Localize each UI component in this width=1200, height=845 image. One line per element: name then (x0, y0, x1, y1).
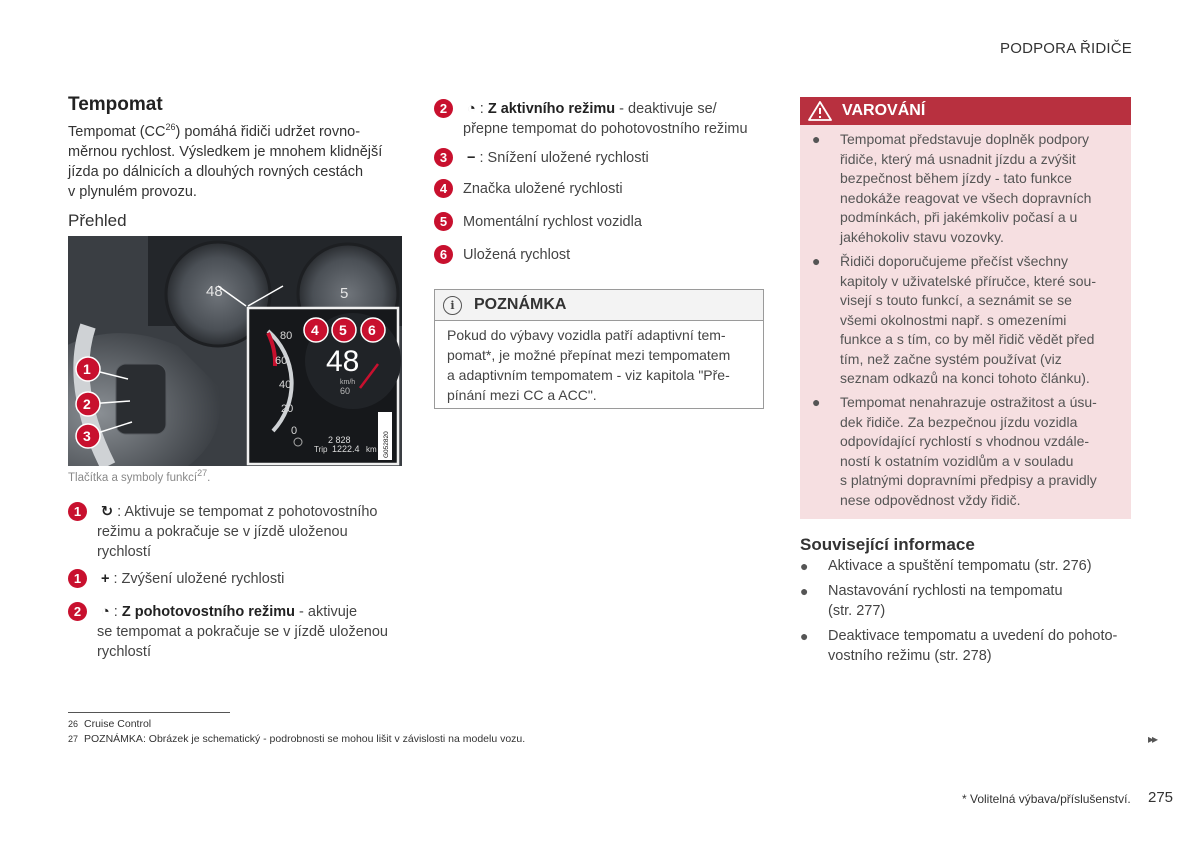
bullet-icon: ● (800, 628, 809, 644)
trip-value: 1222.4 (332, 444, 360, 454)
warning-item (812, 252, 1130, 389)
item-text: : (113, 604, 122, 620)
gauge-tick: 40 (279, 379, 292, 391)
warning-text: bezpečnost během jízdy - tato funkce (840, 170, 1072, 186)
footnote-text: POZNÁMKA: Obrázek je schematický - podrobnosti se mohou lišit v závislosti na modelu vozu. (84, 733, 526, 745)
image-code: G052820 (383, 431, 390, 458)
page-title: Tempomat (68, 94, 163, 115)
callout-6: 6 (368, 322, 376, 338)
note-text: pomat*, je možné přepínat mezi tempomatem (447, 347, 731, 363)
warning-text: seznam odkazů na konci tohoto článku). (840, 370, 1090, 386)
intro-text: měrnou rychlost. Výsledkem je mnohem klidnější (68, 144, 383, 160)
item-number: 2 (68, 602, 87, 621)
item-number: 4 (434, 179, 453, 198)
warning-text: ností k ostatním vozidlům a v souladu (840, 452, 1074, 469)
item-text: Uložená rychlost (463, 247, 571, 263)
speed-unit: km/h (340, 379, 356, 386)
minus-icon: − (467, 150, 476, 166)
related-link-text[interactable]: (str. 277) (828, 603, 886, 619)
item-text: režimu a pokračuje se v jízdě uloženou (97, 524, 348, 540)
item-number: 6 (434, 245, 453, 264)
plus-icon: + (101, 571, 110, 587)
item-text: se tempomat a pokračuje se v jízdě uloženou (97, 624, 388, 640)
warning-text: funkce a s tím, co by měl řidič vědět před (840, 331, 1095, 347)
related-link-text[interactable]: Deaktivace tempomatu a uvedení do pohoto- (828, 628, 1118, 644)
footnote-divider (68, 712, 230, 713)
note-body (435, 321, 763, 405)
intro-text: v plynulém provozu. (68, 184, 197, 200)
warning-text: nedokáže reagovat ve všech dopravních (840, 189, 1092, 206)
item-number: 2 (434, 99, 453, 118)
warning-item (812, 130, 1130, 247)
intro-text: Tempomat (CC (68, 124, 166, 140)
item-bold-text: Z pohotovostního režimu (121, 604, 296, 620)
item-number: 1 (68, 569, 87, 588)
item-text: : Snížení uložené rychlosti (479, 150, 649, 166)
note-text: Pokud do výbavy vozidla patří adaptivní tem- (447, 327, 726, 343)
item-number: 3 (434, 148, 453, 167)
warning-header (800, 97, 1131, 125)
item-number: 1 (68, 502, 87, 521)
list-item (434, 245, 774, 267)
callout-5: 5 (339, 322, 347, 338)
item-text: Značka uložené rychlosti (463, 181, 623, 197)
related-link[interactable] (800, 626, 1128, 666)
cluster-illustration (68, 236, 402, 466)
warning-triangle-icon (808, 101, 832, 121)
gauge-tick: 80 (280, 330, 293, 342)
list-item (68, 569, 408, 591)
list-item (68, 602, 408, 664)
intro-text: ) pomáhá řidiči udržet rovno- (175, 124, 361, 140)
gauge-tick: 0 (291, 425, 298, 437)
warning-text: kapitoly v uživatelské příručce, které sou- (840, 272, 1096, 289)
warning-text: s platnými dopravními předpisy a pravidly (840, 472, 1097, 488)
section-header: PODPORA ŘIDIČE (1000, 40, 1132, 57)
item-text: - deaktivuje se/ (615, 101, 717, 117)
gauge-tick: 60 (275, 355, 288, 367)
warning-text: nese odpovědnost vždy řidič. (840, 491, 1021, 508)
gauge-icon: ◔ (101, 604, 110, 620)
warning-text: Tempomat nenahrazuje ostražitost a úsu- (840, 394, 1097, 410)
resume-icon: ↻ (101, 504, 114, 520)
warning-text: tím, než začne systém používat (viz (840, 350, 1062, 367)
current-speed: 48 (326, 345, 360, 378)
warning-list (800, 130, 1131, 520)
instrument-cluster-image (68, 236, 402, 466)
bullet-icon: ● (800, 558, 809, 574)
footnote-number: 27 (68, 734, 79, 744)
footnote-ref: 26 (165, 122, 176, 133)
warning-title: VAROVÁNÍ (842, 102, 926, 119)
bullet-icon: ● (812, 131, 821, 147)
item-text: : Aktivuje se tempomat z pohotovostního (117, 504, 378, 520)
gauge-tick: 20 (281, 403, 294, 415)
footnote-number: 26 (68, 719, 79, 729)
warning-text: dek řidiče. Za bezpečnou jízdu vozidla (840, 413, 1078, 430)
trip-label: Trip (314, 445, 328, 454)
warning-text: Tempomat představuje doplněk podpory (840, 131, 1090, 147)
intro-text: jízda po dálnicích a dlouhých rovných cestách (68, 164, 364, 180)
figure-caption: Tlačítka a symboly funkcí$^{27}$. (68, 468, 211, 484)
item-text: rychlostí (97, 544, 151, 560)
item-text: : (479, 101, 488, 117)
gauge-icon: ◔ (467, 101, 476, 117)
related-link[interactable] (800, 556, 1128, 576)
footnote-26 (68, 718, 151, 730)
odometer: 2 828 (328, 435, 351, 445)
list-item (434, 212, 774, 234)
related-link-text[interactable]: Nastavování rychlosti na tempomatu (828, 583, 1063, 599)
item-text: přepne tempomat do pohotovostního režimu (463, 121, 748, 137)
left-dial-value: 48 (206, 283, 223, 300)
related-heading: Související informace (800, 535, 975, 554)
item-text: : Zvýšení uložené rychlosti (113, 571, 285, 587)
callout-2: 2 (83, 396, 91, 412)
warning-text: odpovídající rychlostí s vhodnou vzdále- (840, 433, 1090, 449)
footer-note: * Volitelná výbava/příslušenství. (962, 792, 1131, 806)
right-dial-value: 5 (340, 285, 349, 302)
related-link-text[interactable]: vostního režimu (str. 278) (828, 648, 992, 664)
note-text: pínání mezi CC a ACC". (447, 387, 597, 403)
related-link-text[interactable]: Aktivace a spuštění tempomatu (str. 276) (828, 558, 1092, 574)
warning-text: podmínkách, při jakémkoliv počasí a u (840, 209, 1078, 225)
continue-arrows-icon: ▸▸ (1148, 732, 1157, 746)
warning-text: jakéhokoliv stavu vozovky. (840, 228, 1004, 245)
info-icon: i (443, 296, 462, 315)
footnote-text: Cruise Control (84, 718, 152, 730)
footnote-ref: 27 (197, 468, 208, 479)
callout-3: 3 (83, 428, 91, 444)
list-item (68, 502, 408, 564)
bullet-icon: ● (812, 253, 821, 269)
item-number: 5 (434, 212, 453, 231)
set-speed-small: 60 (340, 386, 351, 396)
warning-text: Řidiči doporučujeme přečíst všechny (840, 253, 1068, 269)
page-number: 275 (1148, 789, 1174, 806)
footnote-27 (68, 733, 525, 745)
item-bold-text: Z aktivního režimu (487, 101, 616, 117)
overview-heading: Přehled (68, 211, 127, 230)
related-link[interactable] (800, 581, 1128, 621)
caption-text: Tlačítka a symboly funkcí (68, 472, 198, 484)
note-text: a adaptivním tempomatem - viz kapitola "Pře- (447, 367, 730, 383)
trip-unit: km (366, 445, 377, 454)
item-text: rychlostí (97, 644, 151, 660)
intro-paragraph (68, 122, 403, 202)
list-item (434, 99, 774, 141)
callout-1: 1 (83, 361, 91, 377)
bullet-icon: ● (800, 583, 809, 599)
list-item (434, 179, 774, 201)
warning-text: visejí s touto funkcí, a seznámit se se (840, 292, 1072, 308)
list-item (434, 148, 774, 170)
note-header (435, 290, 763, 321)
callout-4: 4 (311, 322, 319, 338)
item-text: Momentální rychlost vozidla (463, 214, 642, 230)
warning-text: všemi okolnostmi např. s omezeními (840, 311, 1067, 328)
note-title: POZNÁMKA (474, 296, 567, 313)
warning-text: řidiče, který má usnadnit jízdu a zvýšit (840, 150, 1076, 167)
note-box (434, 289, 764, 409)
item-text: - aktivuje (295, 604, 358, 620)
bullet-icon: ● (812, 394, 821, 410)
warning-item (812, 393, 1130, 510)
